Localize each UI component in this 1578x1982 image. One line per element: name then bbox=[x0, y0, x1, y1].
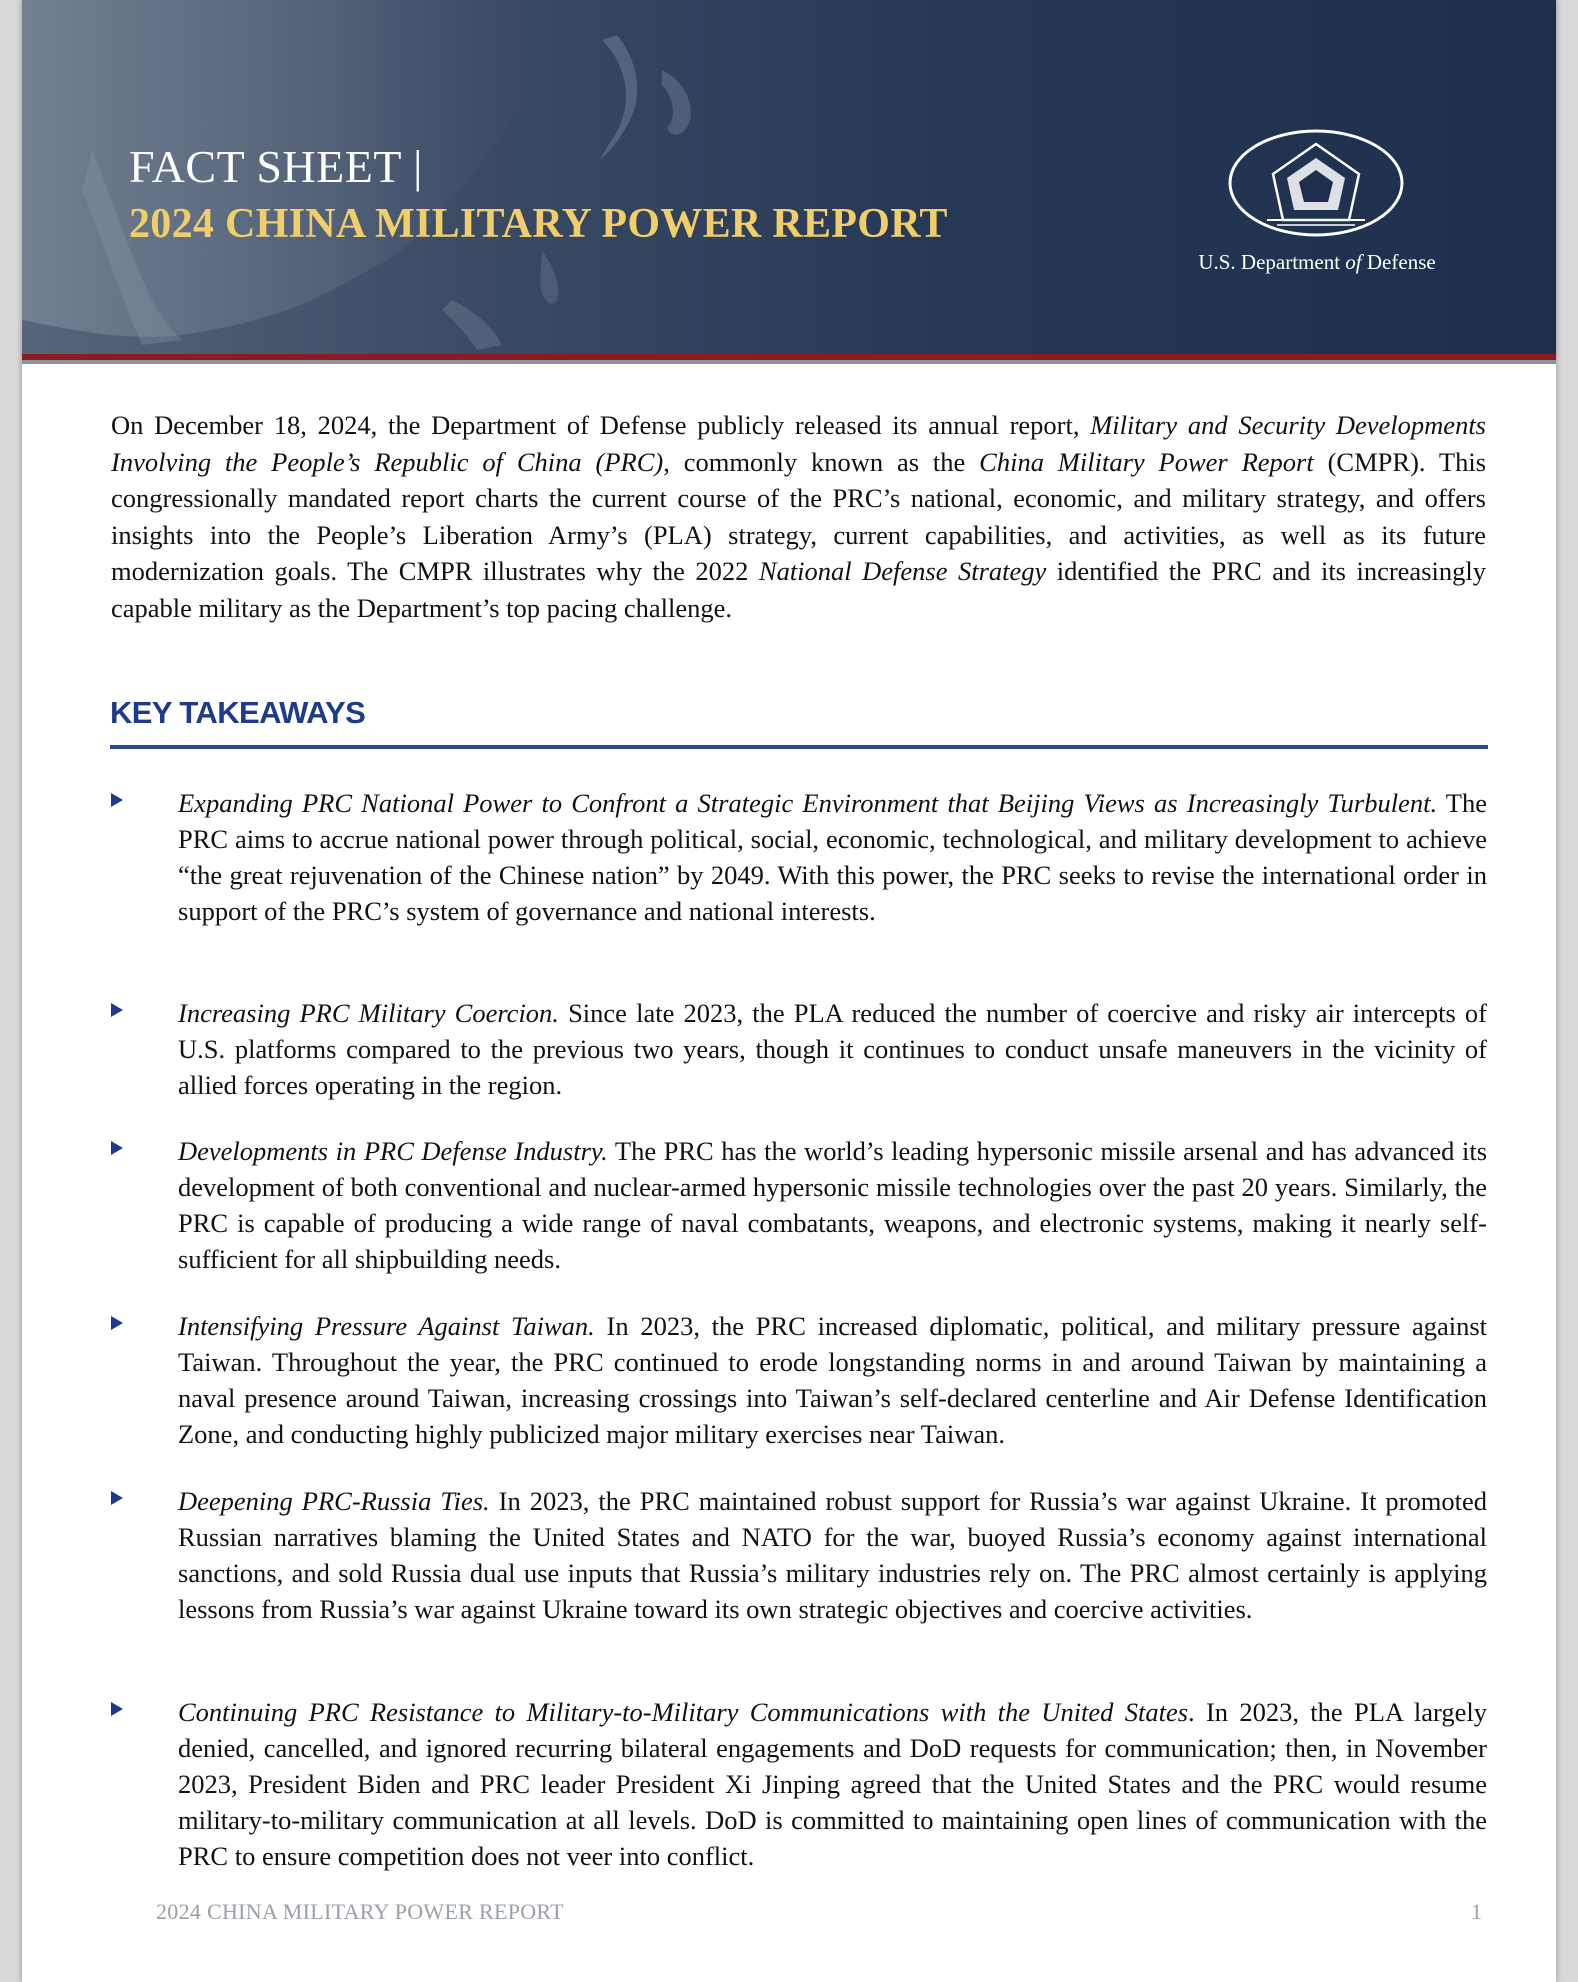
dod-label: U.S. Department of Defense bbox=[1198, 250, 1436, 274]
header-banner bbox=[22, 0, 1556, 354]
footer-page-number: 1 bbox=[1471, 1899, 1482, 1924]
footer-report-title: 2024 CHINA MILITARY POWER REPORT bbox=[156, 1899, 564, 1924]
takeaway-item bbox=[111, 1133, 1487, 1277]
key-takeaways-rule bbox=[110, 745, 1488, 749]
takeaway-item bbox=[111, 1483, 1487, 1627]
bullet-arrow-icon bbox=[111, 1141, 123, 1155]
takeaway-text: Deepening PRC-Russia Ties. In 2023, the PRC maintained robust support for Russia’s war against Ukraine. It promoted Russian narratives blaming the United States and NATO for the war, buoyed Russia’s economy against international sanctions, and sold Russia dual use inputs that Russia’s military industries rely on. The PRC almost certainly is applying lessons from Russia’s war against Ukraine toward its own strategic objectives and coercive activities. bbox=[178, 1486, 1487, 1625]
bullet-arrow-icon bbox=[111, 793, 123, 807]
pentagon-seal-icon bbox=[1227, 128, 1405, 238]
takeaway-text: Intensifying Pressure Against Taiwan. In 2023, the PRC increased diplomatic, political, and military pressure against Taiwan. Throughout the year, the PRC continued to erode longstanding norms in and around Taiwan by maintaining a naval presence around Taiwan, increasing crossings into Taiwan’s self-declared centerline and Air Defense Identification Zone, and conducting highly publicized major military exercises near Taiwan. bbox=[178, 1311, 1488, 1450]
bullet-arrow-icon bbox=[111, 1003, 123, 1017]
bullet-arrow-icon bbox=[111, 1316, 123, 1330]
takeaway-text: Continuing PRC Resistance to Military-to-Military Communications with the United States. In 2023, the PLA largely denied, cancelled, and ignored recurring bilateral engagements and DoD requests for communication; then, in November 2023, President Biden and PRC leader President Xi Jinping agreed that the United States and the PRC would resume military-to-military communication at all levels. DoD is committed to maintaining open lines of communication with the PRC to ensure competition does not veer into conflict. bbox=[178, 1697, 1487, 1872]
takeaway-text: Developments in PRC Defense Industry. The PRC has the world’s leading hypersonic missile arsenal and has advanced its development of both conventional and nuclear-armed hypersonic missile technologies over the past 20 years. Similarly, the PRC is capable of producing a wide range of naval combatants, weapons, and electronic systems, making it nearly self-sufficient for all shipbuilding needs. bbox=[178, 1136, 1488, 1275]
takeaway-text: Expanding PRC National Power to Confront a Strategic Environment that Beijing Views as Increasingly Turbulent. The PRC aims to accrue national power through political, social, economic, technological, and military development to achieve “the great rejuvenation of the Chinese nation” by 2049. With this power, the PRC seeks to revise the international order in support of the PRC’s system of governance and national interests. bbox=[178, 788, 1487, 927]
title-report-name: 2024 CHINA MILITARY POWER REPORT bbox=[129, 201, 948, 247]
takeaway-text: Increasing PRC Military Coercion. Since late 2023, the PLA reduced the number of coercive and risky air intercepts of U.S. platforms compared to the previous two years, though it continues to conduct unsafe maneuvers in the vicinity of allied forces operating in the region. bbox=[178, 998, 1487, 1101]
title-fact-sheet: FACT SHEET | bbox=[129, 141, 423, 192]
takeaway-item bbox=[111, 1308, 1487, 1452]
document-page bbox=[22, 0, 1556, 1982]
takeaway-item bbox=[111, 1694, 1487, 1874]
bullet-arrow-icon bbox=[111, 1491, 123, 1505]
key-takeaways-heading: KEY TAKEAWAYS bbox=[110, 695, 366, 730]
bullet-arrow-icon bbox=[111, 1702, 123, 1716]
intro-paragraph: On December 18, 2024, the Department of Defense publicly released its annual report, Military and Security Developments Involving the People’s Republic of China (PRC), commonly known as the China Military Power Report (CMPR). This congressionally mandated report charts the current course of the PRC’s national, economic, and military strategy, and offers insights into the People’s Liberation Army’s (PLA) strategy, current capabilities, and activities, as well as its future modernization goals. The CMPR illustrates why the 2022 National Defense Strategy identified the PRC and its increasingly capable military as the Department’s top pacing challenge. bbox=[111, 410, 1487, 623]
takeaway-item bbox=[111, 785, 1487, 929]
takeaway-item bbox=[111, 995, 1487, 1103]
banner-divider-gray bbox=[22, 360, 1556, 364]
